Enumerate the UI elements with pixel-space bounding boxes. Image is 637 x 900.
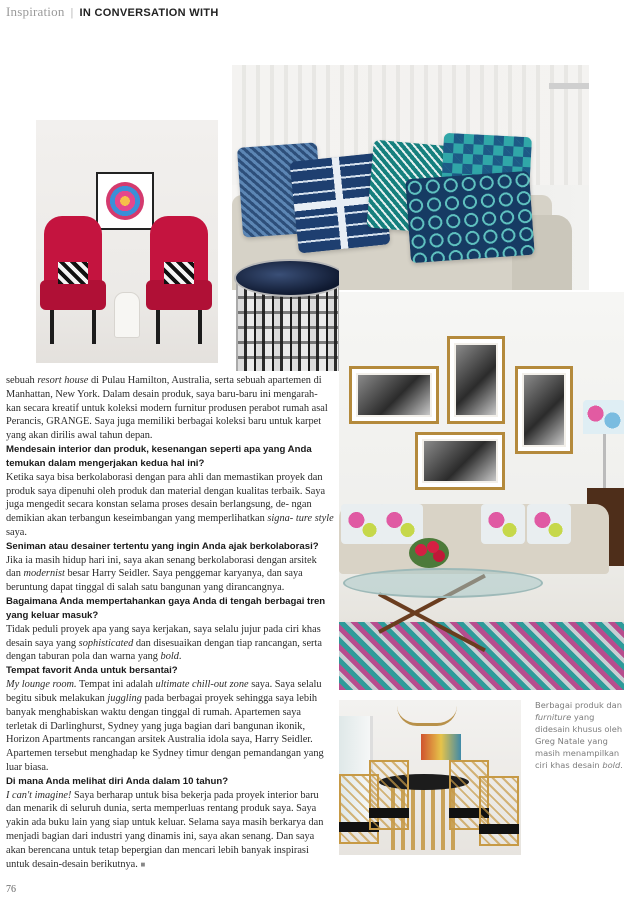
floral-cushion: [481, 504, 525, 544]
paragraph: Tidak peduli proyek apa yang saya kerjakan, saya selalu jujur pada ciri khas desain saya yang sophisticated dan disesuaikan dengan tiap rancangan, serta dengan taburan pola dan warna yang bold.: [6, 623, 322, 663]
gold-dining-chair: [479, 776, 519, 846]
section-name: Inspiration: [6, 4, 65, 19]
header-separator: |: [70, 5, 74, 19]
framed-photo: [415, 432, 505, 490]
floral-cushion: [379, 504, 423, 544]
end-mark: ■: [140, 859, 146, 869]
stool-glass-top: [234, 259, 339, 297]
paragraph: Jika ia masih hidup hari ini, saya akan senang berkolaborasi dengan arsitek dan modernist besar Harry Seidler. Saya penggemar karyanya, dan saya beruntung dapat tinggal di salah satu bangunan yang dirancangnya.: [6, 554, 317, 594]
floral-cushion: [527, 504, 571, 544]
wall-lamp: [549, 83, 589, 89]
gold-dining-chair: [369, 760, 409, 830]
framed-photo: [447, 336, 505, 424]
interview-question: Bagaimana Anda mempertahankan gaya Anda di tengah berbagai tren yang keluar masuk?: [6, 596, 326, 621]
interview-question: Mendesain interior dan produk, kesenangan seperti apa yang Anda temukan dalam mengerjakan kedua hal ini?: [6, 443, 312, 469]
mandala-print: [106, 182, 144, 220]
framed-photo: [349, 366, 439, 424]
photo-caption: Berbagai produk dan furniture yang didesain khusus oleh Greg Natale yang masih menampilkan ciri khas desain bold.: [535, 700, 623, 770]
photo-red-chairs: [36, 120, 218, 363]
paragraph: My lounge room. Tempat ini adalah ultimate chill-out zone saya. Saya selalu begitu sibuk melakukan juggling pada berbagai proyek sehingga saya lebih banyak menghabiskan waktu dengan tinggal di rumah. Apartemen saya terletak di Darlinghurst, Sydney yang juga bagian dari bangunan ikonik, Horizon Apartments rancangan arsitek Australia idola saya, Harry Seidler. Apartemen tersebut menghadap ke Sydney timur dengan pemandangan yang luar biasa.: [6, 679, 324, 773]
lamp-stand: [603, 434, 606, 490]
interview-question: Di mana Anda melihat diri Anda dalam 10 tahun?: [6, 775, 229, 787]
chandelier: [397, 706, 457, 726]
paragraph: sebuah resort house di Pulau Hamilton, Australia, serta sebuah apartemen di Manhattan, New York. Dalam desain produk, saya baru-baru ini mengarah- kan secara kreatif untuk koleksi modern furnitur produsen perabot rumah asal Perancis, GRANGE. Saya juga memiliki berbagai koleksi baru untuk karpet yang akan dirilis awal tahun depan.: [6, 375, 328, 442]
cushion: [405, 171, 535, 263]
red-wingback-chair: [40, 216, 106, 346]
rose-vase: [409, 538, 449, 568]
interview-question: Tempat favorit Anda untuk bersantai?: [6, 665, 178, 677]
article-body: [6, 374, 334, 871]
page-number: 76: [6, 884, 16, 895]
column-title: IN CONVERSATION WITH: [79, 7, 219, 19]
photo-dining-room: [339, 700, 521, 855]
side-table: [114, 292, 140, 338]
photo-living-room: [339, 292, 624, 690]
wall-artwork: [421, 734, 461, 760]
framed-photo: [515, 366, 573, 454]
interview-question: Seniman atau desainer tertentu yang ingin Anda ajak berkolaborasi?: [6, 540, 319, 552]
floral-lamp: [583, 400, 624, 434]
glass-coffee-table: [343, 568, 543, 598]
photo-lattice-stool: [232, 255, 339, 372]
running-header: [6, 4, 219, 20]
red-wingback-chair: [146, 216, 212, 346]
paragraph: Ketika saya bisa berkolaborasi dengan para ahli dan memastikan proyek dan produk saya dipenuhi oleh produk dan material dengan kualitas terbaik. Saya juga mengedit secara konstan selama proses desain berlangsung, de- ngan demikian akan terbangun keseimbangan yang memperlihatkan signa- ture style saya.: [6, 471, 334, 538]
paragraph: I can't imagine! Saya berharap untuk bisa bekerja pada proyek interior baru dan menarik di seluruh dunia, serta memperluas rentang produk saya. Saya yakin ada buku lain yang siap untuk keluar. Selama saya masih berkarya dan menjadi bagian dari industri yang dinamis ini, saya akan senang. Dan saya akan berencana untuk tetap bepergian dan mencari lebih banyak inspirasi untuk desain-desain berikutnya. ■: [6, 789, 324, 870]
